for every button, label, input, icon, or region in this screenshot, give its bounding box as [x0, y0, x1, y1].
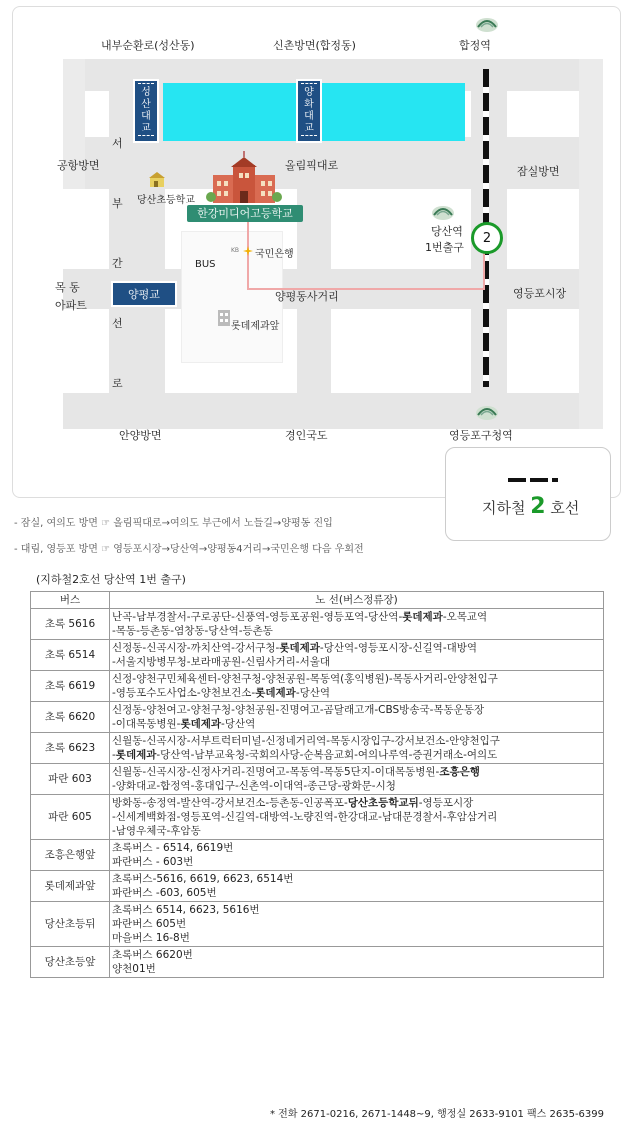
- bus-name-cell: 파란 605: [31, 795, 110, 840]
- label-seobu-4: 선: [112, 317, 123, 330]
- school-name-badge: [187, 205, 303, 222]
- route-line: 초록버스-5616, 6619, 6623, 6514번: [112, 873, 294, 885]
- label-market: 영등포시장: [513, 287, 567, 300]
- seongsan-bridge-label: 성산대교: [141, 87, 151, 134]
- label-lotte: 롯데제과앞: [231, 321, 280, 332]
- route-line: 신정동-양천여고-양천구청-양천공원-진명여고-곰달래고개-CBS방송국-목동운동장: [112, 704, 485, 716]
- table-row: [31, 764, 604, 795]
- table-row: [31, 702, 604, 733]
- label-bus: BUS: [195, 259, 216, 270]
- route-line: -서울지방병무청-보라매공원-신림사거리-서울대: [112, 656, 331, 668]
- bus-name-cell: 초록 6514: [31, 640, 110, 671]
- lotte-building-icon: [217, 309, 231, 327]
- legend-prefix: 지하철: [482, 499, 526, 517]
- label-hapjeong: 합정역: [459, 39, 491, 52]
- bus-name-cell: 초록 6623: [31, 733, 110, 764]
- yanghwa-bridge-label: 양화대교: [304, 87, 314, 134]
- route-cell: [110, 764, 604, 795]
- label-jamsil: 잠실방면: [517, 165, 560, 178]
- elementary-school-icon: [147, 171, 171, 189]
- label-seobu-5: 로: [112, 377, 123, 390]
- bus-name-cell: 당산초등뒤: [31, 902, 110, 947]
- hapjeong-station-icon: [475, 15, 499, 33]
- label-seobu-2: 부: [112, 197, 123, 210]
- route-line: -영등포수도사업소-양천보건소-롯데제과-당산역: [112, 687, 331, 699]
- route-line: -롯데제과-당산역-남부교육청-국회의사당-순복음교회-여의나루역-증권거래소-여의도: [112, 749, 498, 761]
- route-line: 마을버스 16-8번: [112, 932, 190, 944]
- bus-name-cell: 초록 6619: [31, 671, 110, 702]
- bus-route-table: [30, 591, 604, 978]
- label-office: 영등포구청역: [449, 429, 513, 442]
- route-to-station: [483, 249, 485, 289]
- bus-name-cell: 롯데제과앞: [31, 871, 110, 902]
- office-station-icon: [475, 403, 499, 421]
- route-line: -양화대교-합정역-홍대입구-신촌역-이대역-종근당-광화문-시청: [112, 780, 396, 792]
- label-mokdong: 목 동: [55, 281, 80, 294]
- direction-note-2: - 대림, 영등포 방면 ☞ 영등포시장→당산역→양평동4거리→국민은행 다음 우회전: [14, 544, 364, 555]
- school-building-icon: [209, 155, 279, 205]
- route-cell: [110, 640, 604, 671]
- legend-number: 2: [530, 494, 546, 519]
- route-line: -이대목동병원-롯데제과-당산역: [112, 718, 256, 730]
- bank-star-icon: [243, 246, 253, 256]
- route-line: 파란버스 -603, 605번: [112, 887, 217, 899]
- route-cell: [110, 840, 604, 871]
- route-line: 신월동-신곡시장-서부트럭터미널-신정네거리역-목동시장입구-강서보건소-안양천입구: [112, 735, 500, 747]
- yangpyeong-bridge: [111, 281, 177, 307]
- bus-name-cell: 당산초등앞: [31, 947, 110, 978]
- table-row: [31, 733, 604, 764]
- route-cell: [110, 947, 604, 978]
- label-olympic: 올림픽대로: [285, 159, 339, 172]
- label-yangpyeong-junction: 양평동사거리: [275, 290, 339, 303]
- route-cell: [110, 733, 604, 764]
- table-row: [31, 840, 604, 871]
- table-title: (지하철2호선 당산역 1번 출구): [36, 573, 186, 586]
- label-sinchon: 신촌방면(합정동): [273, 39, 356, 52]
- label-seobu-3: 간: [112, 257, 123, 270]
- label-dangsan-elem: 당산초등학교: [137, 195, 195, 206]
- table-header-row: [31, 592, 604, 609]
- route-line: -목동-등촌동-염창동-당산역-등촌동: [112, 625, 273, 637]
- station-line-number: 2: [482, 230, 492, 246]
- dangsan-station-icon: [431, 203, 455, 221]
- station-line-2-marker: [471, 222, 503, 254]
- header-route: 노 선(버스정류장): [110, 592, 604, 609]
- route-line: 양천01번: [112, 963, 156, 975]
- route-line: 초록버스 6514, 6623, 5616번: [112, 904, 260, 916]
- route-cell: [110, 871, 604, 902]
- bus-name-cell: 초록 6620: [31, 702, 110, 733]
- route-line: 초록버스 6620번: [112, 949, 193, 961]
- label-gyeongin: 경인국도: [285, 429, 328, 442]
- seongsan-bridge: [133, 79, 159, 143]
- label-dangsan-station: 당산역: [431, 225, 463, 238]
- route-line: -남영우체국-후암동: [112, 825, 201, 837]
- table-row: [31, 640, 604, 671]
- label-apt: 아파트: [55, 299, 87, 312]
- label-anyang: 안양방면: [119, 429, 162, 442]
- yanghwa-bridge: [296, 79, 322, 143]
- road-right-edge: [579, 59, 603, 429]
- table-row: [31, 871, 604, 902]
- label-inner-ring: 내부순환로(성산동): [101, 39, 195, 52]
- route-line: -신세계백화점-영등포역-신길역-대방역-노량진역-한강대교-남대문경찰서-후암삼거리: [112, 811, 498, 823]
- label-exit: 1번출구: [425, 241, 464, 254]
- route-cell: [110, 795, 604, 840]
- school-name: 한강미디어고등학교: [197, 207, 293, 220]
- route-line: 난곡-남부경찰서-구로공단-신풍역-영등포공원-영등포역-당산역-롯데제과-오목교역: [112, 611, 488, 623]
- legend-suffix: 호선: [550, 499, 580, 517]
- legend-text: [482, 494, 579, 519]
- route-cell: [110, 902, 604, 947]
- bank-logo: KB: [231, 247, 240, 254]
- table-row: [31, 671, 604, 702]
- label-seobu-1: 서: [112, 137, 123, 150]
- table-row: [31, 902, 604, 947]
- route-line: 신정동-신곡시장-까치산역-강서구청-롯데제과-당산역-영등포시장-신길역-대방역: [112, 642, 478, 654]
- bus-name-cell: 파란 603: [31, 764, 110, 795]
- label-gonghang: 공항방면: [57, 159, 100, 172]
- route-line: 파란버스 605번: [112, 918, 187, 930]
- route-line: 신정-양천구민체육센터-양천구청-양천공원-목동역(홍익병원)-목동사거리-안양천입구: [112, 673, 498, 685]
- route-line: 방화동-송정역-발산역-강서보건소-등촌동-인공폭포-당산초등학교뒤-영등포시장: [112, 797, 474, 809]
- legend-line-sample: [508, 478, 558, 482]
- route-line: 초록버스 - 6514, 6619번: [112, 842, 234, 854]
- bus-name-cell: 초록 5616: [31, 609, 110, 640]
- header-bus: 버스: [31, 592, 110, 609]
- yangpyeong-bridge-label: 양평교: [128, 288, 160, 301]
- table-row: [31, 947, 604, 978]
- direction-note-1: - 잠실, 여의도 방면 ☞ 올림픽대로→여의도 부근에서 노들길→양평동 진입: [14, 518, 333, 529]
- subway-legend: [445, 447, 611, 541]
- bus-name-cell: 조흥은행앞: [31, 840, 110, 871]
- contact-footer: * 전화 2671-0216, 2671-1448~9, 행정실 2633-9101 팩스 2635-6399: [270, 1109, 604, 1120]
- route-cell: [110, 671, 604, 702]
- table-row: [31, 795, 604, 840]
- label-bank: 국민은행: [255, 249, 294, 260]
- route-cell: [110, 609, 604, 640]
- table-row: [31, 609, 604, 640]
- location-map: [12, 6, 621, 519]
- route-cell: [110, 702, 604, 733]
- route-line: 파란버스 - 603번: [112, 856, 194, 868]
- route-line: 신월동-신곡시장-신정사거리-진명여고-목동역-목동5단지-이대목동병원-조흥은행: [112, 766, 480, 778]
